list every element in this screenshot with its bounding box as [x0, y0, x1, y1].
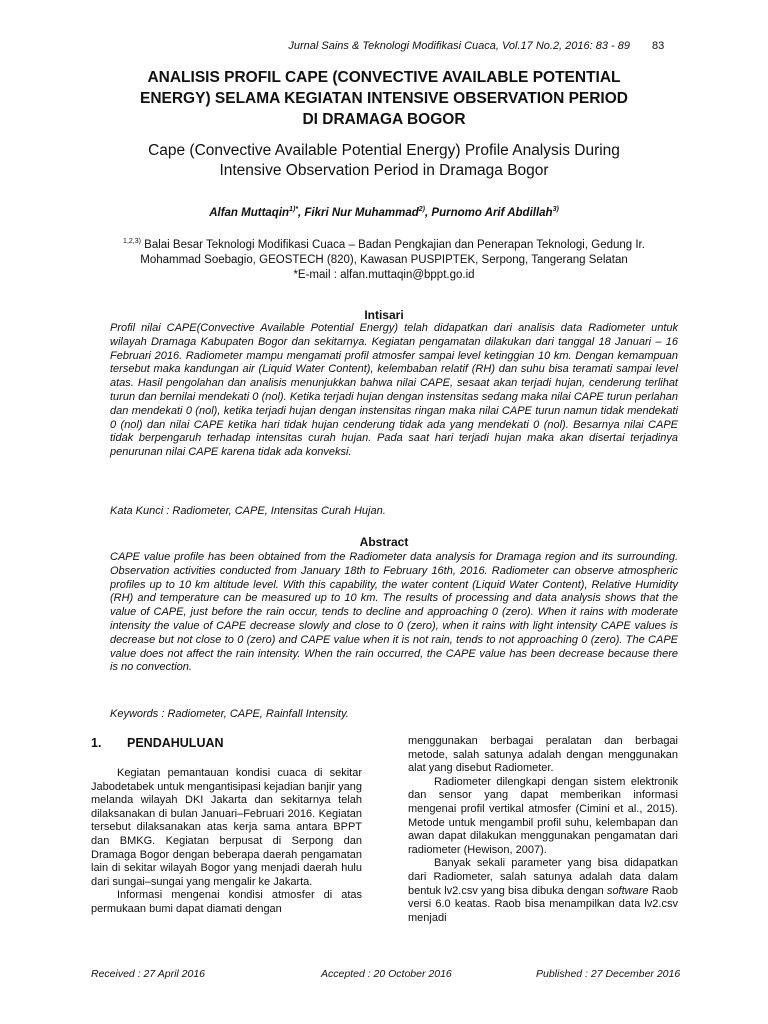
section-heading: [91, 736, 224, 750]
title-line: ENERGY) SELAMA KEGIATAN INTENSIVE OBSERVATION PERIOD: [139, 90, 628, 107]
paragraph: Kegiatan pemantauan kondisi cuaca di sekitar Jabodetabek untuk mengantisipasi kejadian banjir yang melanda wilayah DKI Jakarta dan sekitarnya telah dilaksanakan di bulan Januari–Februari 2016. Kegiatan tersebut dilaksanakan atas kerja sama antara BPPT dan BMKG. Kegiatan berpusat di Serpong dan Dramaga Bogor dengan beberapa daerah pengamatan lain di sekitar wilayah Bogor yang menjadi daerah hulu dari sungai–sungai yang mengalir ke Jakarta.: [91, 767, 362, 888]
author-affil-mark: 1)*: [289, 206, 298, 213]
author-name: , Fikri Nur Muhammad: [298, 206, 419, 219]
author-list: [90, 206, 678, 219]
paragraph: [408, 857, 678, 925]
affil-line: Balai Besar Teknologi Modifikasi Cuaca – Badan Pengkajian dan Penerapan Teknologi, Gedung Ir.: [140, 238, 645, 251]
title-line: ANALISIS PROFIL CAPE (CONVECTIVE AVAILABLE POTENTIAL: [147, 69, 621, 86]
abstract-text: CAPE value profile has been obtained from the Radiometer data analysis for Dramaga region and its surrounding. Observation activities conducted from January 18th to February 16th, 2016. Radiometer can observe atmospheric profiles up to 10 km altitude level. With this capability, the water content (Liquid Water Content), Relative Humidity (RH) and temperature can be measured up to 10 km. The results of processing and data analysis shows that the value of CAPE, just before the rain occur, tends to decline and approaching 0 (zero). When it rains with moderate intensity the value of CAPE decrease slowly and close to 0 (zero), when it rains with light intensity CAPE values is decrease but not close to 0 (zero) and CAPE value when it is not rain, tends to not approaching 0 (zero). The CAPE value does not affect the rain intensity. When the rain occurred, the CAPE value has been decrease because there is no convection.: [110, 551, 678, 674]
author-affil-mark: 3): [552, 206, 559, 213]
subtitle-line: Intensive Observation Period in Dramaga Bogor: [219, 162, 549, 179]
abstract-keywords: Keywords : Radiometer, CAPE, Rainfall Intensity.: [110, 708, 349, 720]
italic-term: software: [606, 884, 649, 897]
journal-header: Jurnal Sains & Teknologi Modifikasi Cuaca, Vol.17 No.2, 2016: 83 - 89: [288, 40, 630, 52]
author-affil-mark: 2): [418, 206, 426, 213]
intisari-keywords: Kata Kunci : Radiometer, CAPE, Intensitas Curah Hujan.: [110, 505, 386, 517]
author-name: Alfan Muttaqin: [209, 206, 290, 219]
published-date: Published : 27 December 2016: [536, 968, 681, 980]
left-column: [91, 767, 362, 917]
accepted-date: Accepted : 20 October 2016: [321, 968, 452, 980]
paragraph-text: Raob versi 6.0 keatas. Raob bisa menampilkan data lv2.csv menjadi: [408, 884, 679, 924]
author-email: *E-mail : alfan.muttaqin@bppt.go.id: [293, 268, 475, 281]
affiliation: [92, 234, 676, 283]
intisari-text: Profil nilai CAPE(Convective Available Potential Energy) telah didapatkan dari analisis data Radiometer untuk wilayah Dramaga Kabupaten Bogor dan sekitarnya. Kegiatan pengamatan dilakukan dari tanggal 18 Januari – 16 Februari 2016. Radiometer mampu mengamati profil atmosfer sampai level ketinggian 10 km. Dengan kemampuan tersebut maka kandungan air (Liquid Water Content), kelembaban relatif (RH) dan suhu bisa teramati sampai level atas. Hasil pengolahan dan analisis menunjukkan bahwa nilai CAPE, sesaat akan terjadi hujan, cenderung terlihat turun dan bernilai mendekati 0 (nol). Ketika terjadi hujan dengan instensitas sedang maka nilai CAPE turun perlahan dan mendekati 0 (nol), ketika terjadi hujan dengan instensitas ringan maka nilai CAPE turun namun tidak mendekati 0 (nol) dan nilai CAPE ketika hari tidak hujan cenderung tidak ada yang mendekati 0 (nol). Besarnya nilai CAPE tidak berpengaruh terhadap intensitas curah hujan. Pada saat hari terjadi hujan maka akan disertai terjadinya penurunan nilai CAPE karena tidak ada konveksi.: [110, 322, 678, 459]
paragraph-text: Banyak sekali parameter yang bisa didapatkan dari Radiometer, salah satunya adalah data dalam bentuk lv2.csv yang bisa dibuka dengan: [408, 857, 678, 897]
paragraph: menggunakan berbagai peralatan dan berbagai metode, salah satunya adalah dengan menggunakan alat yang disebut Radiometer.: [408, 735, 678, 775]
paper-subtitle: [100, 141, 668, 181]
paragraph: Informasi mengenai kondisi atmosfer di atas permukaan bumi dapat diamati dengan: [91, 889, 362, 915]
author-name: , Purnomo Arif Abdillah: [425, 206, 553, 219]
affil-mark: 1,2,3): [123, 238, 141, 245]
paper-title: [90, 67, 678, 130]
right-column: [408, 735, 678, 925]
intisari-heading: Intisari: [364, 308, 404, 322]
page-number: 83: [652, 40, 665, 52]
paragraph: Radiometer dilengkapi dengan sistem elektronik dan sensor yang dapat memberikan informasi mengenai profil vertikal atmosfer (Cimini et al., 2015). Metode untuk mengambil profil suhu, kelembapan dan awan dapat dilakukan menggunakan pengamatan dari radiometer (Hewison, 2007).: [408, 775, 678, 856]
received-date: Received : 27 April 2016: [91, 968, 206, 980]
subtitle-line: Cape (Convective Available Potential Energy) Profile Analysis During: [148, 142, 620, 159]
section-title: PENDAHULUAN: [127, 736, 224, 750]
abstract-heading: Abstract: [359, 535, 409, 549]
title-line: DI DRAMAGA BOGOR: [302, 111, 466, 128]
affil-line: Mohammad Soebagio, GEOSTECH (820), Kawasan PUSPIPTEK, Serpong, Tangerang Selatan: [140, 253, 628, 266]
section-number: 1.: [91, 736, 102, 750]
